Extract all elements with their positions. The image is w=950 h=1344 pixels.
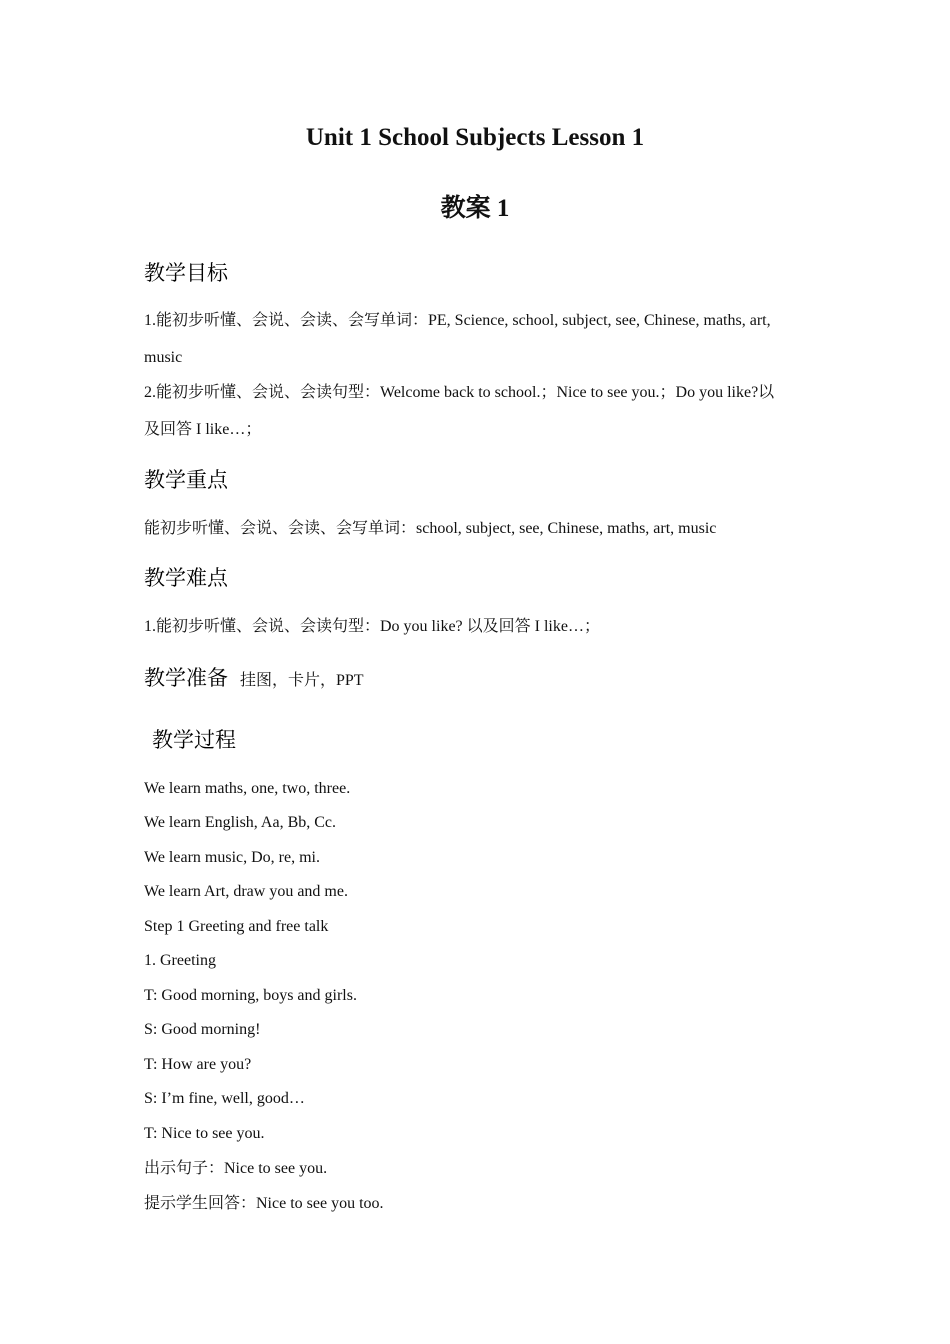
process-heading: 教学过程 xyxy=(152,728,236,752)
objectives-line-2a: 2.能初步听懂、会说、会读句型：Welcome back to school.；Nice to see you.；Do you like?以 xyxy=(144,384,775,401)
process-line: T: Nice to see you. xyxy=(144,1125,265,1142)
process-line: We learn music, Do, re, mi. xyxy=(144,849,320,866)
preparation-row xyxy=(144,662,364,692)
process-line: Step 1 Greeting and free talk xyxy=(144,918,329,935)
process-line: We learn maths, one, two, three. xyxy=(144,780,351,797)
objectives-heading: 教学目标 xyxy=(144,261,228,285)
difficulties-line-1: 1.能初步听懂、会说、会读句型：Do you like? 以及回答 I like…； xyxy=(144,618,600,635)
process-line: 出示句子：Nice to see you. xyxy=(144,1160,328,1177)
document-subtitle: 教案 1 xyxy=(440,195,510,222)
process-line: T: How are you? xyxy=(144,1056,252,1073)
process-line: T: Good morning, boys and girls. xyxy=(144,987,357,1004)
document-title: Unit 1 School Subjects Lesson 1 xyxy=(305,124,645,151)
objectives-line-1b: music xyxy=(144,349,183,366)
objectives-line-2b: 及回答 I like…； xyxy=(144,421,262,438)
process-line: S: Good morning! xyxy=(144,1021,261,1038)
process-line: We learn Art, draw you and me. xyxy=(144,883,348,900)
preparation-text: 挂图，卡片，PPT xyxy=(240,672,364,689)
process-line: S: I’m fine, well, good… xyxy=(144,1090,305,1107)
preparation-heading: 教学准备 xyxy=(144,666,228,690)
key-points-line-1: 能初步听懂、会说、会读、会写单词：school, subject, see, Chinese, maths, art, music xyxy=(144,520,717,537)
key-points-heading: 教学重点 xyxy=(144,468,228,492)
process-line: 1. Greeting xyxy=(144,952,216,969)
difficulties-heading: 教学难点 xyxy=(144,566,228,590)
objectives-line-1a: 1.能初步听懂、会说、会读、会写单词：PE, Science, school, subject, see, Chinese, maths, art, xyxy=(144,312,771,329)
process-line: 提示学生回答：Nice to see you too. xyxy=(144,1195,384,1212)
process-line: We learn English, Aa, Bb, Cc. xyxy=(144,814,337,831)
